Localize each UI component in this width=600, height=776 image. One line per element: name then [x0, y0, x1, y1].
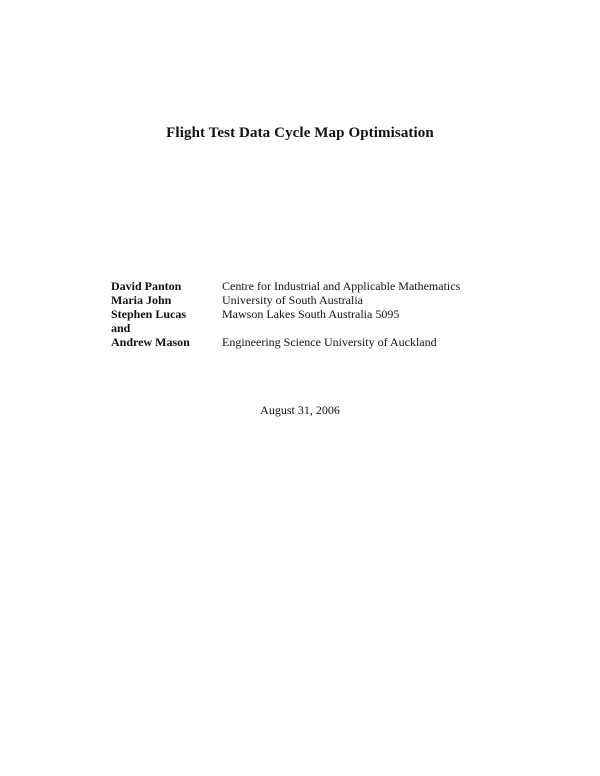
author-row: [111, 307, 460, 321]
author-block: [111, 279, 460, 349]
author-row: [111, 321, 460, 335]
author-name: Andrew Mason: [111, 335, 190, 349]
paper-title: Flight Test Data Cycle Map Optimisation: [166, 125, 434, 141]
author-affiliation: Engineering Science University of Auckland: [222, 335, 437, 349]
author-name: Stephen Lucas: [111, 307, 187, 321]
author-name: David Panton: [111, 279, 182, 293]
author-row: [111, 335, 460, 349]
author-row: [111, 293, 460, 307]
author-name: Maria John: [111, 293, 172, 307]
paper-date: August 31, 2006: [260, 403, 340, 417]
author-affiliation: Mawson Lakes South Australia 5095: [222, 307, 400, 321]
author-affiliation: Centre for Industrial and Applicable Mathematics: [222, 279, 461, 293]
author-row: [111, 279, 460, 293]
author-conjunction: and: [111, 321, 131, 335]
author-affiliation: University of South Australia: [222, 293, 363, 307]
